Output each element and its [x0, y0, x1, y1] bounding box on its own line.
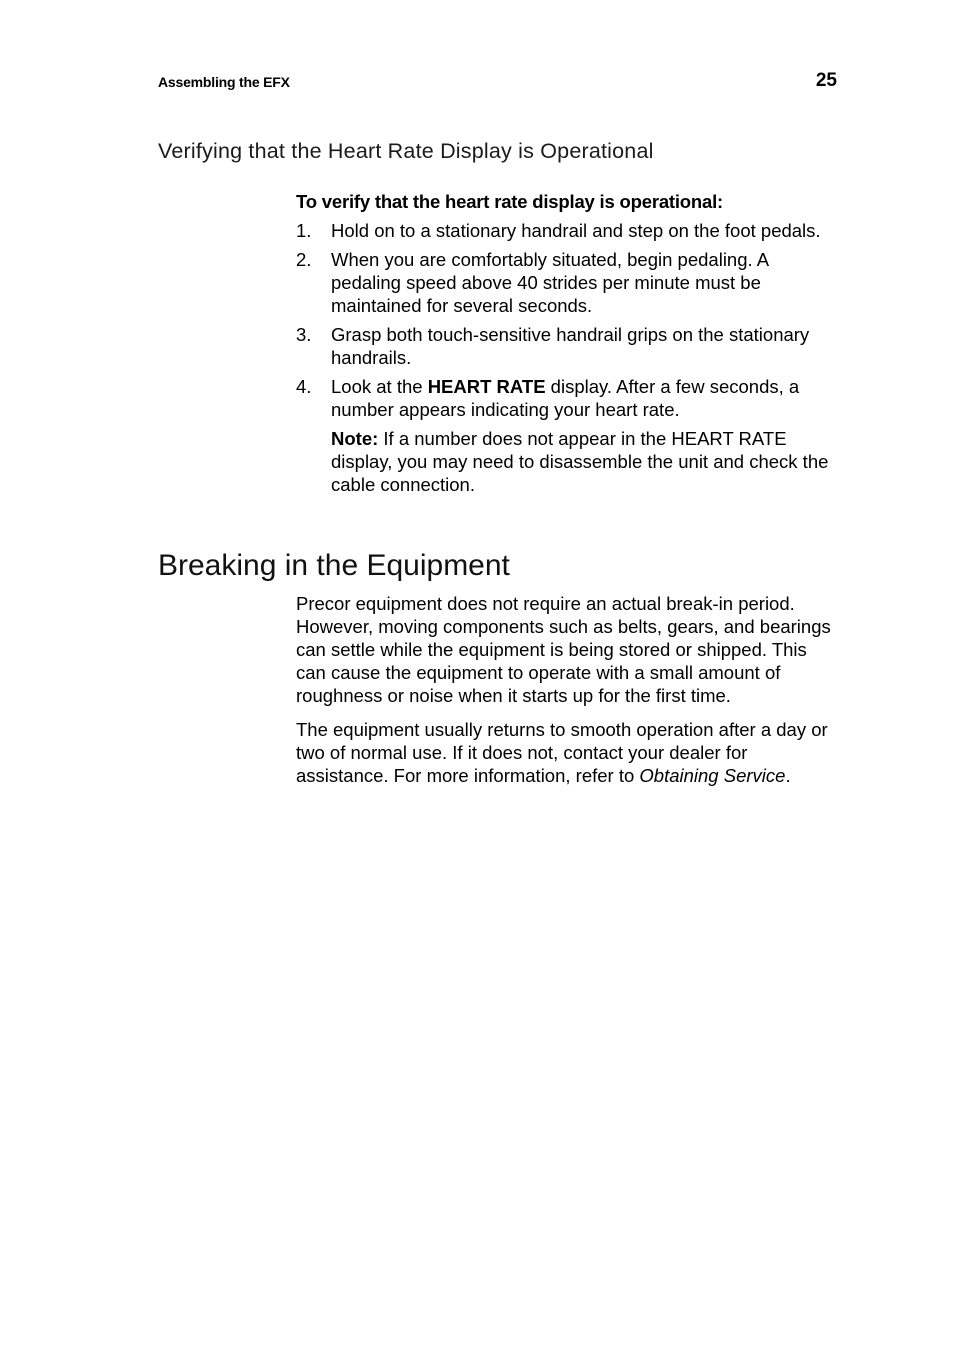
section-title-verify: Verifying that the Heart Rate Display is Operational	[158, 139, 654, 163]
step-number: 2.	[296, 249, 312, 270]
step-text: When you are comfortably situated, begin pedaling. A pedaling speed above 40 strides per minute must be maintained for several seconds.	[331, 249, 769, 316]
procedure-step	[296, 248, 836, 317]
step-text: Grasp both touch-sensitive handrail grips on the stationary handrails.	[331, 324, 810, 368]
note-label: Note:	[331, 428, 379, 449]
heart-rate-emphasis: HEART RATE	[427, 376, 546, 397]
running-header: Assembling the EFX	[158, 74, 290, 90]
procedure-step	[296, 375, 836, 421]
note-text: If a number does not appear in the HEART RATE display, you may need to disassemble the unit and check the cable connection.	[331, 428, 829, 495]
procedure-block	[296, 190, 836, 496]
procedure-steps	[296, 219, 836, 421]
step-text-after: display. After a few seconds, a number appears indicating your heart rate.	[331, 376, 800, 420]
procedure-step	[296, 323, 836, 369]
paragraph-2-text: The equipment usually returns to smooth operation after a day or two of normal use. If it does not, contact your dealer for assistance. For more information, refer to	[296, 719, 828, 786]
note	[331, 427, 836, 496]
paragraph-2-end: .	[785, 765, 791, 786]
step-text: Hold on to a stationary handrail and step on the foot pedals.	[331, 220, 821, 241]
section-title-break-in: Breaking in the Equipment	[158, 549, 510, 582]
page-number: 25	[815, 70, 837, 91]
break-in-paragraph-2	[296, 718, 836, 787]
break-in-body	[296, 592, 836, 798]
step-number: 3.	[296, 324, 312, 345]
obtaining-service-reference: Obtaining Service	[639, 765, 786, 786]
procedure-step	[296, 219, 836, 242]
break-in-paragraph-1: Precor equipment does not require an actual break-in period. However, moving components such as belts, gears, and bearings can settle while the equipment is being stored or shipped. This can cause the equipment to operate with a small amount of roughness or noise when it starts up for the first time.	[296, 593, 831, 706]
step-text	[331, 375, 836, 421]
step-number: 4.	[296, 376, 312, 397]
procedure-heading: To verify that the heart rate display is operational:	[296, 191, 723, 212]
step-text-before: Look at the	[331, 376, 428, 397]
step-number: 1.	[296, 220, 312, 241]
